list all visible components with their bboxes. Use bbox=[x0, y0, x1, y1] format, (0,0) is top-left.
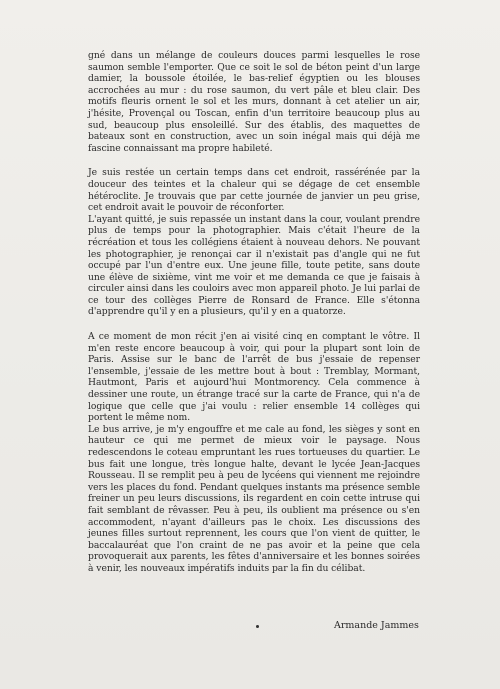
paragraph-3: L'ayant quitté, je suis repassée un instant dans la cour, voulant prendre plus de temps pour la photographier. Mais c'était l'heure de la récréation et tous les collégiens étaient à nouveau dehors. Ne pouvant les photographier, je renonçai car il n'existait pas d'angle qui ne fut occupé par l'un d'entre eux. Une jeune fille, toute petite, sans doute une élève de sixième, vint me voir et me demanda ce que je faisais à circuler ainsi dans les couloirs avec mon appareil photo. Je lui parlai de ce tour des collèges Pierre de Ronsard de France. Elle s'étonna d'apprendre qu'il y en a plusieurs, qu'il y en a quatorze. bbox=[88, 213, 420, 318]
bullet-dot bbox=[256, 625, 259, 628]
letter-body bbox=[88, 50, 420, 575]
paragraph-1: gné dans un mélange de couleurs douces parmi lesquelles le rose saumon semble l'emporter. Que ce soit le sol de béton peint d'un large damier, la boussole étoilée, le bas-relief égyptien ou les blouses accrochées au mur : du rose saumon, du vert pâle et bleu clair. Des motifs fleuris ornent le sol et les murs, donnant à cet atelier un air, j'hésite, Provençal ou Toscan, enfin d'un territoire beaucoup plus au sud, beaucoup plus ensoleillé. Sur des établis, des maquettes de bateaux sont en construction, avec un soin inégal mais qui déjà me fascine connaissant ma propre habileté. bbox=[88, 50, 420, 154]
paragraph-2: Je suis restée un certain temps dans cet endroit, rassérénée par la douceur des teintes et la chaleur qui se dégage de cet ensemble hétéroclite. Je trouvais que par cette journée de janvier un peu grise, cet endroit avait le pouvoir de réconforter. bbox=[88, 167, 420, 214]
paragraph-4: A ce moment de mon récit j'en ai visité cinq en comptant le vôtre. Il m'en reste encore beaucoup à voir, qui pour la plupart sont loin de Paris. Assise sur le banc de l'arrêt de bus j'essaie de repenser l'ensemble, j'essaie de les mettre bout à bout : Tremblay, Mormant, Hautmont, Paris et aujourd'hui Montmorency. Cela commence à dessiner une route, un étrange tracé sur la carte de France, qui n'a de logique que celle que j'ai voulu : relier ensemble 14 collèges qui portent le même nom. bbox=[88, 331, 420, 424]
paragraph-5: Le bus arrive, je m'y engouffre et me cale au fond, les sièges y sont en hauteur ce qui me permet de mieux voir le paysage. Nous redescendons le coteau empruntant les rues tortueuses du quartier. Le bus fait une longue, très longue halte, devant le lycée Jean-Jacques Rousseau. Il se remplit peu à peu de lycéens qui viennent me rejoindre vers les places du fond. Pendant quelques instants ma présence semble freiner un peu leurs discussions, ils regardent en coin cette intruse qui fait semblant de rêvasser. Peu à peu, ils oublient ma présence ou s'en accommodent, n'ayant d'ailleurs pas le choix. Les discussions des jeunes filles surtout reprennent, les cours que l'on vient de quitter, le baccalauréat que l'on craint de ne pas avoir et la peine que cela provoquerait aux parents, les fêtes d'anniversaire et les bonnes soirées à venir, les nouveaux impératifs induits par la fin du célibat. bbox=[88, 423, 420, 574]
signature: Armande Jammes bbox=[334, 620, 419, 631]
